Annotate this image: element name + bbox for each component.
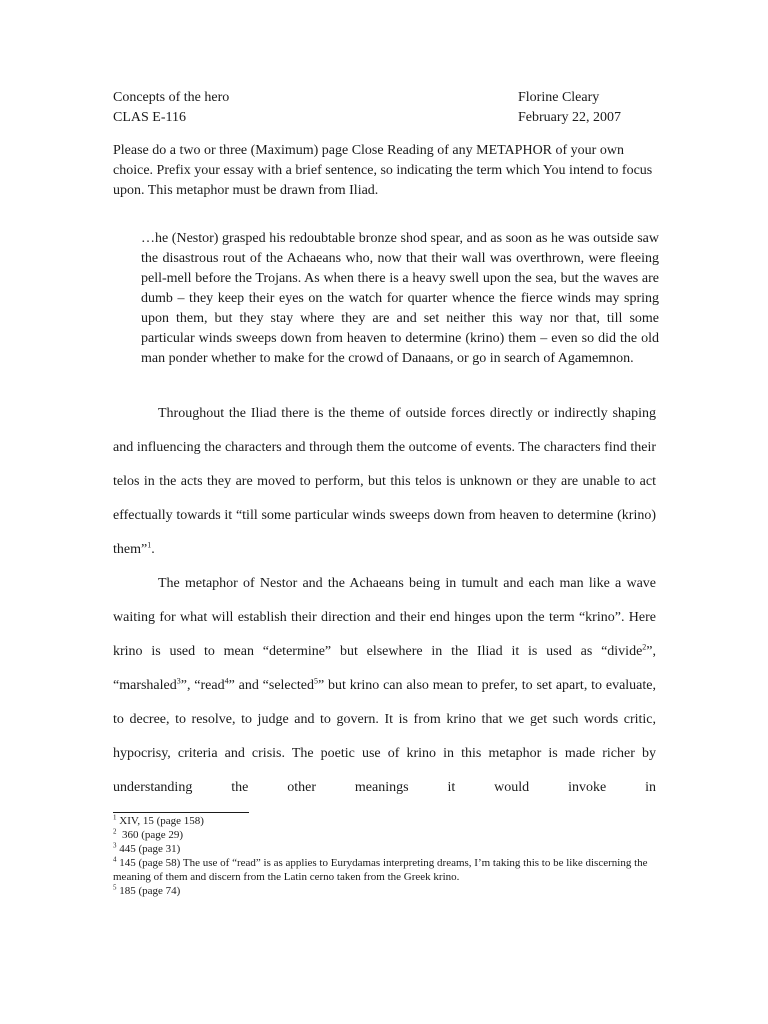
footnote bbox=[113, 828, 658, 842]
footnote-text: 445 (page 31) bbox=[116, 843, 181, 855]
footnote-text: 185 (page 74) bbox=[116, 885, 181, 897]
footnote-ref-1: 1 bbox=[147, 540, 152, 550]
footnote bbox=[113, 884, 658, 898]
assignment-prompt: Please do a two or three (Maximum) page Close Reading of any METAPHOR of your own choice. Prefix your essay with a brief sentence, so indicating the term which You intend to focus upon. This metaphor must be drawn from Iliad. bbox=[113, 143, 653, 198]
footnote-number: 5 bbox=[113, 883, 117, 892]
block-quote: …he (Nestor) grasped his redoubtable bronze shod spear, and as soon as he was outside saw the disastrous rout of the Achaeans who, now that their wall was overthrown, were fleeing pell-mell before the Trojans. As when there is a heavy swell upon the sea, but the waves are dumb – they keep their eyes on the watch for quarter whence the fierce winds may spring upon them, but they stay where they are and set neither this way nor that, till some particular winds sweeps down from heaven to determine (krino) them – even so did the old man ponder whether to make for the crowd of Danaans, or go in search of Agamemnon. bbox=[141, 231, 659, 366]
footnote-separator bbox=[113, 812, 249, 813]
course-header bbox=[113, 88, 229, 128]
footnote bbox=[113, 856, 658, 884]
footnote-number: 2 bbox=[113, 827, 117, 836]
paragraph-2-part-e: ” but krino can also mean to prefer, to set apart, to evaluate, to decree, to resolve, to judge and to govern. It is from krino that we get such words critic, hypocrisy, criteria and crisis. The poetic use of krino in this metaphor is made richer by understanding the other meanings it would invoke in bbox=[113, 678, 656, 795]
author-name: Florine Cleary bbox=[518, 90, 600, 105]
paragraph-2 bbox=[113, 567, 656, 805]
paragraph-2-part-b: ”, “marshaled bbox=[113, 644, 656, 693]
paragraph-2-part-a: The metaphor of Nestor and the Achaeans being in tumult and each man like a wave waiting for what will establish their direction and their end hinges upon the term “krino”. Here krino is used to mean “determine” but elsewhere in the Iliad it is used as “divide bbox=[113, 576, 656, 659]
footnote-ref-2: 2 bbox=[642, 642, 647, 652]
footnote-ref-5: 5 bbox=[313, 676, 318, 686]
paragraph-2-part-c: ”, “read bbox=[180, 678, 225, 693]
footnote-text: 145 (page 58) The use of “read” is as applies to Eurydamas interpreting dreams, I’m taking this to be like discerning the meaning of them and discern from the Latin cerno taken from the Greek krino. bbox=[113, 857, 648, 883]
footnote bbox=[113, 842, 658, 856]
footnote-number: 3 bbox=[113, 841, 117, 850]
footnote bbox=[113, 814, 658, 828]
course-title: Concepts of the hero bbox=[113, 90, 230, 105]
essay-body bbox=[113, 397, 656, 805]
footnotes bbox=[113, 814, 658, 898]
footnote-number: 4 bbox=[113, 855, 117, 864]
paragraph-1-text: Throughout the Iliad there is the theme of outside forces directly or indirectly shaping and influencing the characters and through them the outcome of events. The characters find their telos in the acts they are moved to perform, but this telos is unknown or they are unable to act effectually towards it “till some particular winds sweeps down from heaven to determine (krino) them” bbox=[113, 406, 656, 557]
footnote-number: 1 bbox=[113, 813, 117, 822]
footnote-ref-4: 4 bbox=[224, 676, 229, 686]
course-code: CLAS E-116 bbox=[113, 110, 186, 125]
paragraph-1-end: . bbox=[151, 542, 155, 557]
paragraph-2-part-d: ” and “selected bbox=[228, 678, 314, 693]
footnote-text: XIV, 15 (page 158) bbox=[116, 815, 204, 827]
footnote-text: 360 (page 29) bbox=[116, 829, 184, 841]
footnote-ref-3: 3 bbox=[176, 676, 181, 686]
author-header bbox=[518, 88, 621, 128]
essay-date: February 22, 2007 bbox=[518, 110, 622, 125]
paragraph-1 bbox=[113, 397, 656, 567]
